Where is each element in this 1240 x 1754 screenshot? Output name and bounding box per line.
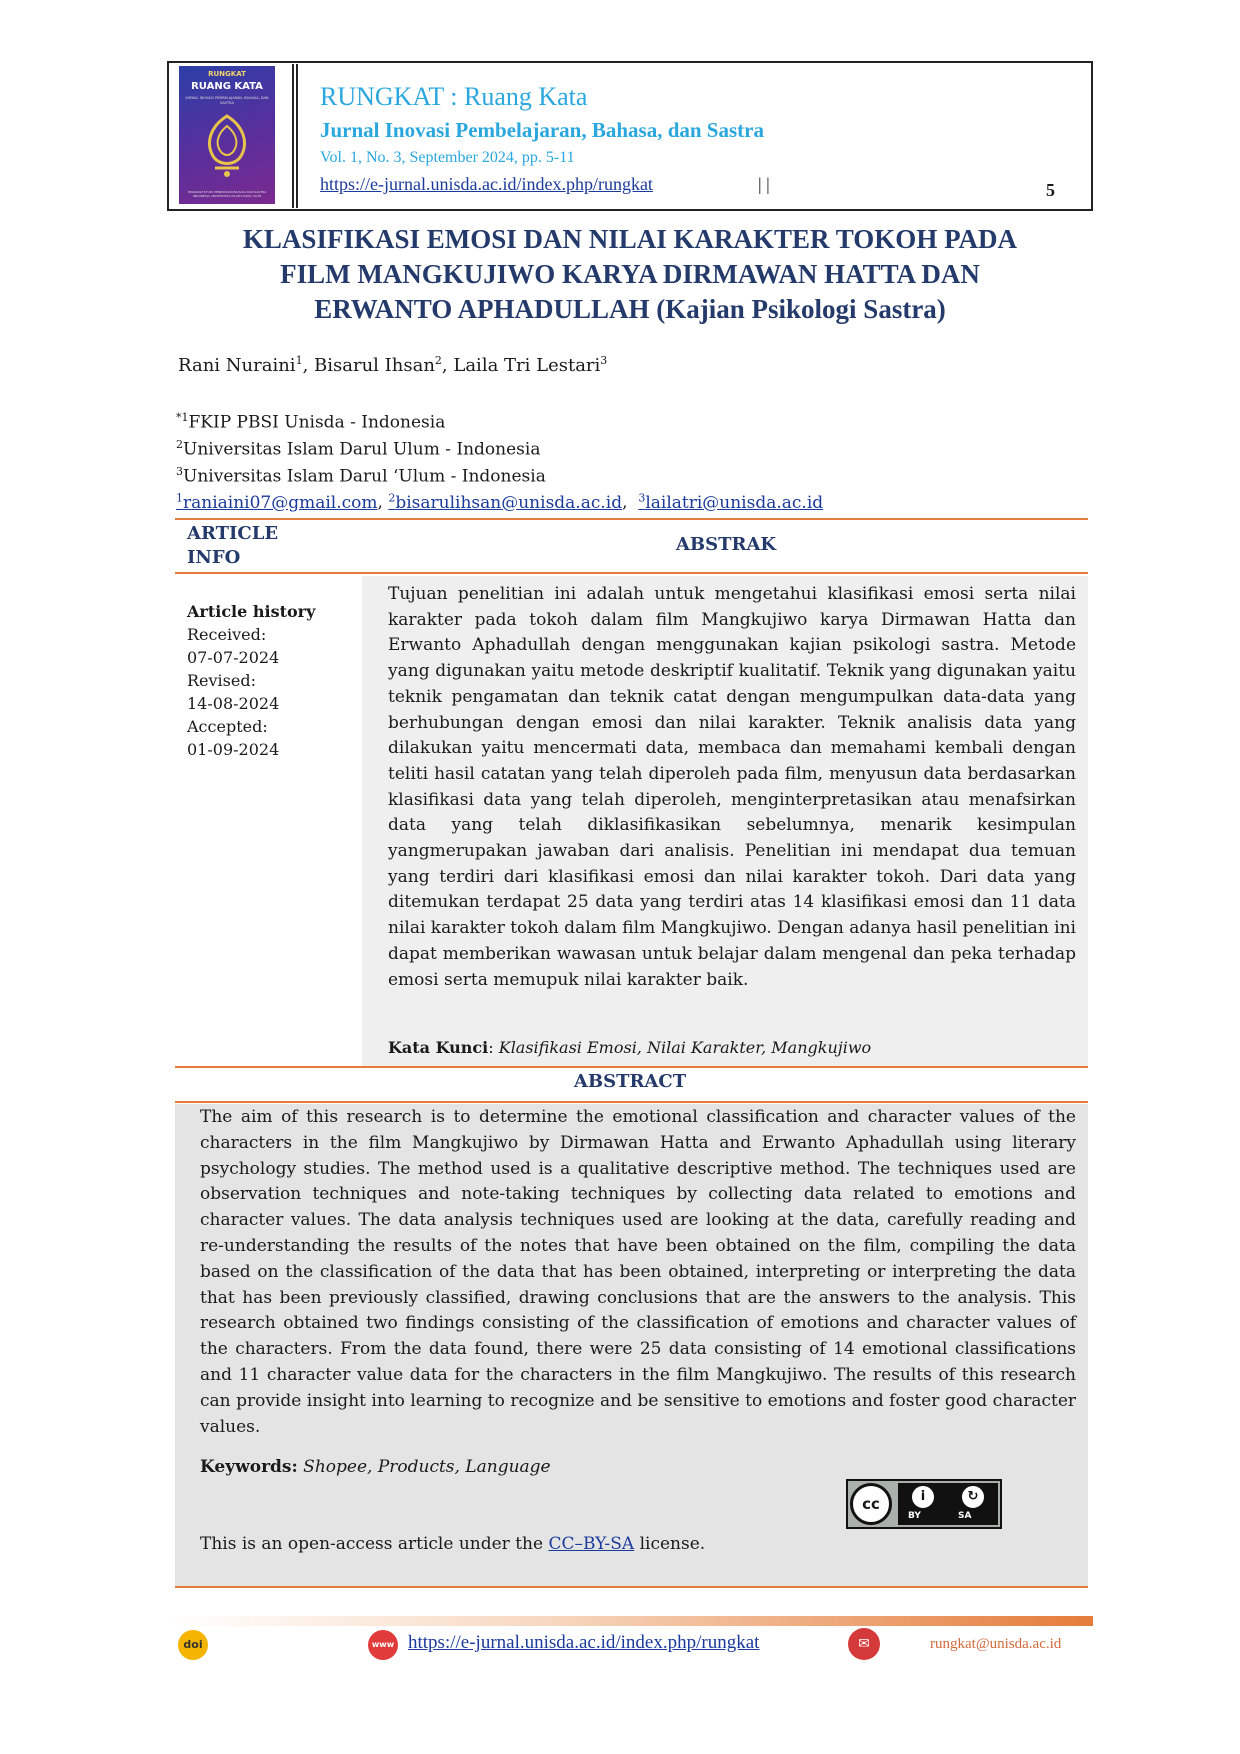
- author-sup: 3: [600, 354, 608, 367]
- footer-email-link[interactable]: rungkat@unisda.ac.id: [930, 1636, 1062, 1652]
- email-text: bisarulihsan@unisda.ac.id: [395, 492, 623, 513]
- abstract-text: The aim of this research is to determine the emotional classification and character values of the characters in the film Mangkujiwo by Dirmawan Hatta and Erwanto Aphadullah using literary psychology studies. The method used is a qualitative descriptive method. The techniques used are observation techniques and note-taking techniques by collecting data related to emotions and character values. The data analysis techniques used are looking at the data, carefully reading and re-understanding the results of the notes that have been obtained on the film, compiling the data based on the classification of the data that has been obtained, interpreting or interpreting the data that has been previously classified, drawing conclusions that are the answers to the analysis. This research obtained two findings consisting of the classification of emotions and character values of the characters. From the data found, there were 25 data consisting of 14 emotional classifications and 11 character value data for the characters in the film Mangkujiwo. The results of this research can provide insight into learning to recognize and be sensitive to emotions and foster good character values.: [200, 1107, 1076, 1437]
- email-link-1[interactable]: [176, 493, 378, 513]
- author-sup: 2: [434, 354, 442, 367]
- keywords-values: Shopee, Products, Language: [303, 1457, 551, 1477]
- table-top-rule: [175, 518, 1088, 520]
- cc-by-label: BY: [908, 1511, 921, 1521]
- attribution-person-icon: i: [912, 1486, 934, 1508]
- kata-kunci-label: Kata Kunci: [388, 1038, 489, 1057]
- share-alike-icon: ↻: [962, 1486, 984, 1508]
- affiliation-text: Universitas Islam Darul Ulum - Indonesia: [183, 439, 541, 460]
- abstrak-text: Tujuan penelitian ini adalah untuk mengetahui klasifikasi emosi serta nilai karakter pada tokoh dalam film Mangkujiwo karya Dirmawan Hatta dan Erwanto Aphadullah dengan menggunakan kajian psikologi sastra. Metode yang digunakan yaitu metode deskriptif kualitatif. Teknik yang digunakan yaitu teknik pengamatan dan teknik catat dengan mengumpulkan data-data yang berhubungan dengan emosi dan nilai karakter. Teknik analisis data yang dilakukan yaitu mencermati data, membaca dan memahami kembali dengan teliti hasil catatan yang telah diperoleh pada film, menyusun data berdasarkan klasifikasi data yang telah diperoleh, menginterpretasikan atau menafsirkan data yang telah diklasifikasikan sebelumnya, menarik kesimpulan yangmerupakan jawaban dari analisis. Penelitian ini mendapat dua temuan yang terdiri dari klasifikasi emosi dan nilai karakter tokoh. Dari data yang ditemukan terdapat 25 data yang terdiri atas 14 klasifikasi emosi dan 11 data nilai karakter tokoh dalam film Mangkujiwo. Dengan adanya hasil penelitian ini dapat memberikan wawasan untuk belajar dalam mengenal dan peka terhadap emosi serta memupuk nilai karakter baik.: [388, 584, 1076, 990]
- email-sup: 3: [638, 491, 646, 504]
- article-history: [187, 600, 315, 761]
- cover-title: RUANG KATA: [191, 81, 263, 92]
- doi-icon[interactable]: doi: [178, 1630, 208, 1660]
- article-info-label: ARTICLE INFO: [187, 523, 279, 568]
- author-name: Bisarul Ihsan: [314, 355, 435, 376]
- affiliation-2: [176, 438, 540, 460]
- email-link-2[interactable]: [388, 493, 622, 513]
- history-line: 07-07-2024: [187, 648, 280, 667]
- license-link[interactable]: CC–BY-SA: [548, 1534, 635, 1554]
- article-title: [180, 222, 1080, 327]
- footer-gradient-bar: [167, 1616, 1093, 1626]
- journal-volume: Vol. 1, No. 3, September 2024, pp. 5-11: [320, 149, 575, 166]
- history-line: Received:: [187, 625, 267, 644]
- abstract-header-rule: [175, 1101, 1088, 1103]
- abstrak-heading: ABSTRAK: [675, 534, 777, 555]
- article-title-line: FILM MANGKUJIWO KARYA DIRMAWAN HATTA DAN: [280, 259, 980, 289]
- email-text: lailatri@unisda.ac.id: [645, 492, 824, 513]
- license-suffix: license.: [639, 1534, 706, 1554]
- cc-icon: cc: [850, 1483, 892, 1525]
- email-link-3[interactable]: [638, 493, 823, 513]
- cover-footer-text: PROGRAM STUDI PENDIDIKAN BAHASA DAN SASTRA INDONESIA UNIVERSITAS ISLAM DARUL ULUM: [187, 190, 267, 198]
- email-sup: 2: [388, 491, 396, 504]
- journal-title: RUNGKAT : Ruang Kata: [320, 82, 588, 111]
- kata-kunci-values: Klasifikasi Emosi, Nilai Karakter, Mangkujiwo: [498, 1038, 872, 1057]
- keywords-label: Keywords:: [200, 1457, 298, 1477]
- mail-icon: ✉: [848, 1628, 880, 1660]
- license-statement: [200, 1534, 705, 1554]
- author-name: Laila Tri Lestari: [453, 355, 601, 376]
- history-line: 14-08-2024: [187, 694, 280, 713]
- table-header-rule: [175, 572, 1088, 574]
- email-sup: 1: [176, 491, 183, 504]
- article-title-line: KLASIFIKASI EMOSI DAN NILAI KARAKTER TOKOH PADA: [242, 224, 1018, 254]
- author-name: Rani Nuraini: [178, 355, 296, 376]
- affiliation-sup: 2: [176, 438, 183, 451]
- page-number: 5: [1046, 180, 1055, 200]
- cover-small-title: RUNGKAT: [208, 70, 246, 78]
- www-icon: www: [368, 1630, 398, 1660]
- history-line: Revised:: [187, 671, 256, 690]
- history-line: Accepted:: [187, 717, 268, 736]
- license-prefix: This is an open-access article under the: [200, 1534, 544, 1554]
- author-sup: 1: [295, 354, 303, 367]
- cover-emblem-icon: [201, 112, 253, 178]
- author-emails: $^1$raniaini07@gmail.com, $^2$bisarulihsan@unisda.ac.id, $^3$lailatri@unisda.ac.id: [176, 491, 824, 513]
- journal-subtitle: Jurnal Inovasi Pembelajaran, Bahasa, dan Sastra: [320, 118, 764, 142]
- keywords: [200, 1457, 551, 1477]
- affiliation-1: [176, 411, 445, 433]
- affiliation-3: [176, 465, 546, 487]
- abstract-heading: ABSTRACT: [573, 1071, 687, 1092]
- journal-cover-image: [179, 66, 275, 204]
- affiliation-text: Universitas Islam Darul ‘Ulum - Indonesia: [183, 466, 546, 487]
- footer-url-link[interactable]: https://e-jurnal.unisda.ac.id/index.php/rungkat: [408, 1632, 760, 1653]
- author-list: Rani Nuraini$^1$, Bisarul Ihsan$^2$, Laila Tri Lestari$^3$: [178, 354, 608, 376]
- affiliation-sup: *1: [176, 411, 189, 424]
- affiliation-sup: 3: [176, 465, 183, 478]
- affiliation-text: FKIP PBSI Unisda - Indonesia: [188, 412, 446, 433]
- cc-by-sa-badge[interactable]: [846, 1479, 1002, 1529]
- abstract-top-rule: [175, 1066, 1088, 1068]
- abstract-bottom-rule: [175, 1586, 1088, 1588]
- cc-sa-label: SA: [958, 1511, 972, 1521]
- article-history-label: Article history: [187, 602, 316, 621]
- cover-caption: JURNAL INOVASI PEMBELAJARAN, BAHASA, DAN SASTRA: [185, 96, 269, 105]
- journal-url-link[interactable]: https://e-jurnal.unisda.ac.id/index.php/rungkat: [320, 174, 653, 194]
- history-line: 01-09-2024: [187, 740, 280, 759]
- header-separator: | |: [758, 174, 770, 194]
- email-text: raniaini07@gmail.com: [183, 492, 378, 513]
- article-title-line: ERWANTO APHADULLAH (Kajian Psikologi Sastra): [314, 294, 946, 324]
- kata-kunci: Kata Kunci: Klasifikasi Emosi, Nilai Karakter, Mangkujiwo: [388, 1038, 872, 1057]
